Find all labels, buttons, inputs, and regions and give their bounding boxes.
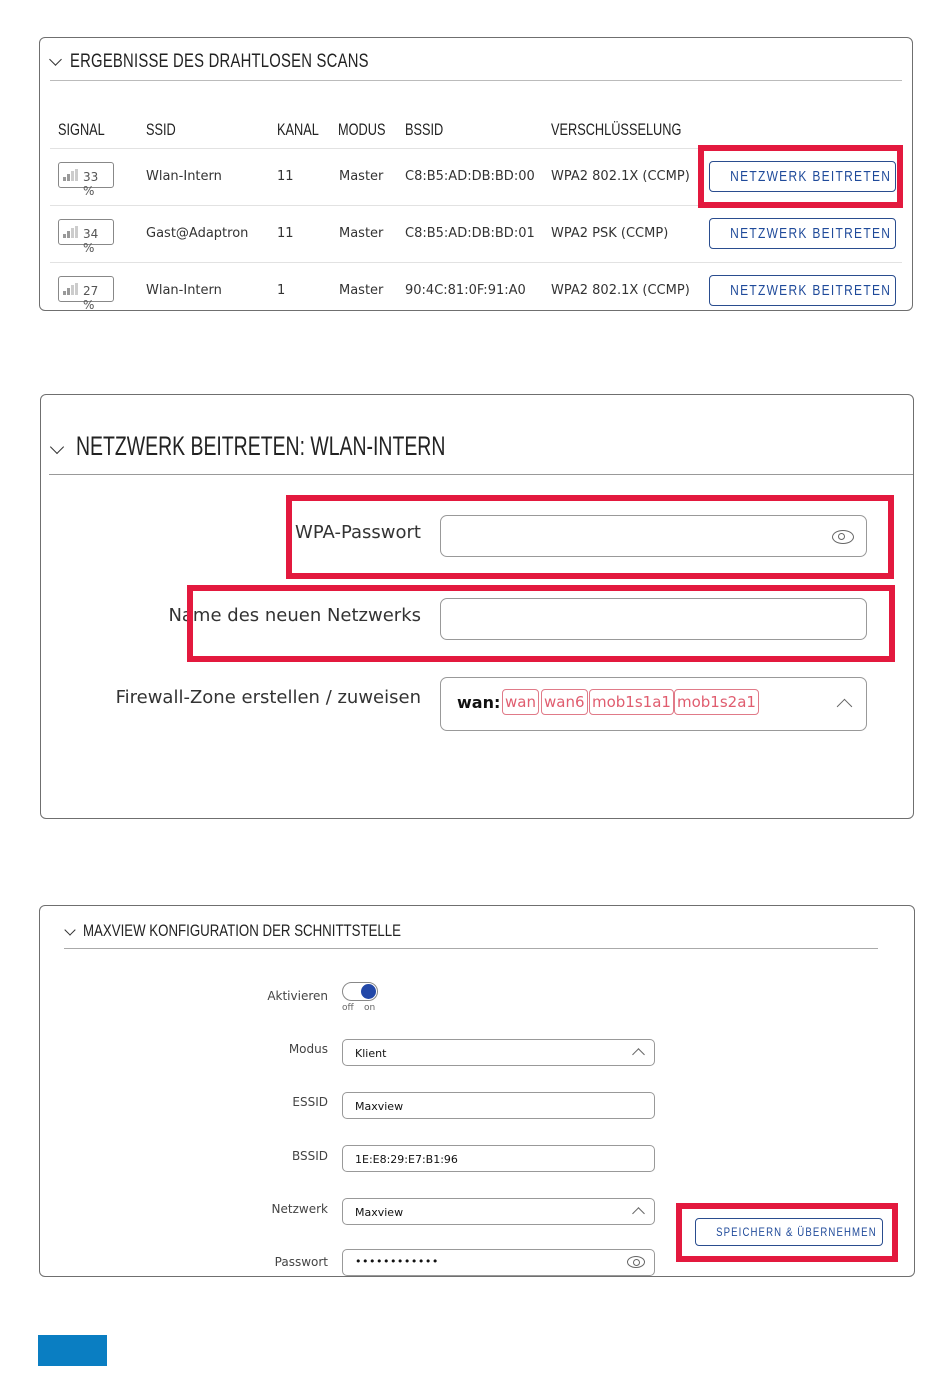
modus-cell: Master (339, 226, 384, 241)
chevron-down-icon[interactable] (49, 53, 62, 66)
bssid-cell: C8:B5:AD:DB:BD:00 (405, 169, 535, 184)
modus-label: Modus (288, 1042, 328, 1056)
bssid-value: 1E:E8:29:E7:B1:96 (355, 1153, 458, 1166)
eye-icon[interactable] (832, 530, 854, 544)
netzwerk-label: Netzwerk (271, 1202, 328, 1216)
column-header-modus: MODUS (338, 120, 386, 139)
essid-input[interactable] (342, 1092, 655, 1119)
maxview-interface-panel (39, 905, 915, 1277)
modus-cell: Master (339, 283, 384, 298)
firewall-zone-prefix: wan: (457, 693, 501, 712)
chevron-down-icon[interactable] (64, 924, 75, 935)
ssid-cell: Gast@Adaptron (146, 226, 249, 241)
column-header-bssid: BSSID (405, 120, 444, 139)
join-network-header[interactable] (76, 431, 589, 462)
network-name-input[interactable] (440, 598, 867, 640)
zone-chip[interactable]: mob1s2a1 (674, 689, 759, 715)
ssid-cell: Wlan-Intern (146, 283, 222, 298)
network-name-label: Name des neuen Netzwerks (168, 605, 421, 626)
toggle-off-label: off (342, 1003, 354, 1013)
join-network-button[interactable]: NETZWERK BEITRETEN (709, 161, 896, 192)
footer-color-block (38, 1335, 107, 1366)
maxview-title: MAXVIEW KONFIGURATION DER SCHNITTSTELLE (83, 921, 402, 940)
scan-results-panel (39, 37, 913, 311)
toggle-knob (361, 984, 376, 999)
divider (49, 474, 913, 475)
kanal-cell: 11 (277, 226, 294, 241)
aktivieren-toggle[interactable] (342, 982, 378, 1001)
netzwerk-select[interactable] (342, 1198, 655, 1225)
ssid-cell: Wlan-Intern (146, 169, 222, 184)
passwort-input[interactable] (342, 1249, 655, 1276)
table-row (50, 148, 902, 206)
aktivieren-label: Aktivieren (267, 989, 328, 1003)
scan-results-header[interactable] (70, 50, 453, 73)
essid-label: ESSID (292, 1095, 328, 1109)
divider (64, 948, 878, 949)
signal-value: 27 % (83, 284, 99, 312)
signal-badge (58, 276, 114, 312)
passwort-value: •••••••••••• (355, 1255, 439, 1268)
signal-value: 34 % (83, 227, 99, 255)
join-network-button[interactable]: NETZWERK BEITRETEN (709, 275, 896, 306)
wpa-password-label: WPA-Passwort (295, 522, 421, 543)
divider (50, 80, 902, 81)
signal-badge (58, 219, 114, 255)
modus-value: Klient (355, 1047, 387, 1060)
save-apply-button[interactable]: SPEICHERN & ÜBERNEHMEN (695, 1218, 883, 1246)
bssid-input[interactable] (342, 1145, 655, 1172)
join-network-panel (40, 394, 914, 819)
passwort-label: Passwort (274, 1255, 328, 1269)
chevron-down-icon[interactable] (50, 440, 64, 454)
wpa-password-input[interactable] (440, 515, 867, 557)
essid-value: Maxview (355, 1100, 404, 1113)
chevron-up-icon[interactable] (632, 1048, 645, 1061)
signal-badge (58, 162, 114, 198)
verschluesselung-cell: WPA2 PSK (CCMP) (551, 226, 669, 241)
join-network-title: NETZWERK BEITRETEN: WLAN-INTERN (76, 431, 446, 461)
zone-chip[interactable]: wan (502, 689, 539, 715)
signal-value: 33 % (83, 170, 99, 198)
zone-chip[interactable]: mob1s1a1 (589, 689, 674, 715)
column-header-kanal: KANAL (277, 120, 319, 139)
maxview-header[interactable] (83, 921, 491, 941)
verschluesselung-cell: WPA2 802.1X (CCMP) (551, 283, 690, 298)
modus-select[interactable] (342, 1039, 655, 1066)
modus-cell: Master (339, 169, 384, 184)
toggle-on-label: on (364, 1003, 376, 1013)
bssid-label: BSSID (291, 1149, 328, 1163)
column-header-signal: SIGNAL (58, 120, 105, 139)
signal-bars-icon (63, 283, 79, 295)
table-row (50, 262, 902, 311)
join-network-button[interactable]: NETZWERK BEITRETEN (709, 218, 896, 249)
table-row (50, 205, 902, 263)
firewall-zone-label: Firewall-Zone erstellen / zuweisen (115, 687, 421, 708)
bssid-cell: C8:B5:AD:DB:BD:01 (405, 226, 535, 241)
bssid-cell: 90:4C:81:0F:91:A0 (405, 283, 526, 298)
scan-results-title: ERGEBNISSE DES DRAHTLOSEN SCANS (70, 51, 369, 72)
chevron-up-icon[interactable] (632, 1207, 645, 1220)
column-header-ssid: SSID (146, 120, 176, 139)
zone-chip[interactable]: wan6 (541, 689, 588, 715)
signal-bars-icon (63, 169, 79, 181)
eye-icon[interactable] (627, 1256, 645, 1268)
verschluesselung-cell: WPA2 802.1X (CCMP) (551, 169, 690, 184)
kanal-cell: 1 (277, 283, 286, 298)
column-header-verschluesselung: VERSCHLÜSSELUNG (551, 120, 682, 139)
firewall-zone-select[interactable] (440, 677, 867, 731)
kanal-cell: 11 (277, 169, 294, 184)
signal-bars-icon (63, 226, 79, 238)
chevron-up-icon[interactable] (837, 699, 853, 715)
netzwerk-value: Maxview (355, 1206, 404, 1219)
